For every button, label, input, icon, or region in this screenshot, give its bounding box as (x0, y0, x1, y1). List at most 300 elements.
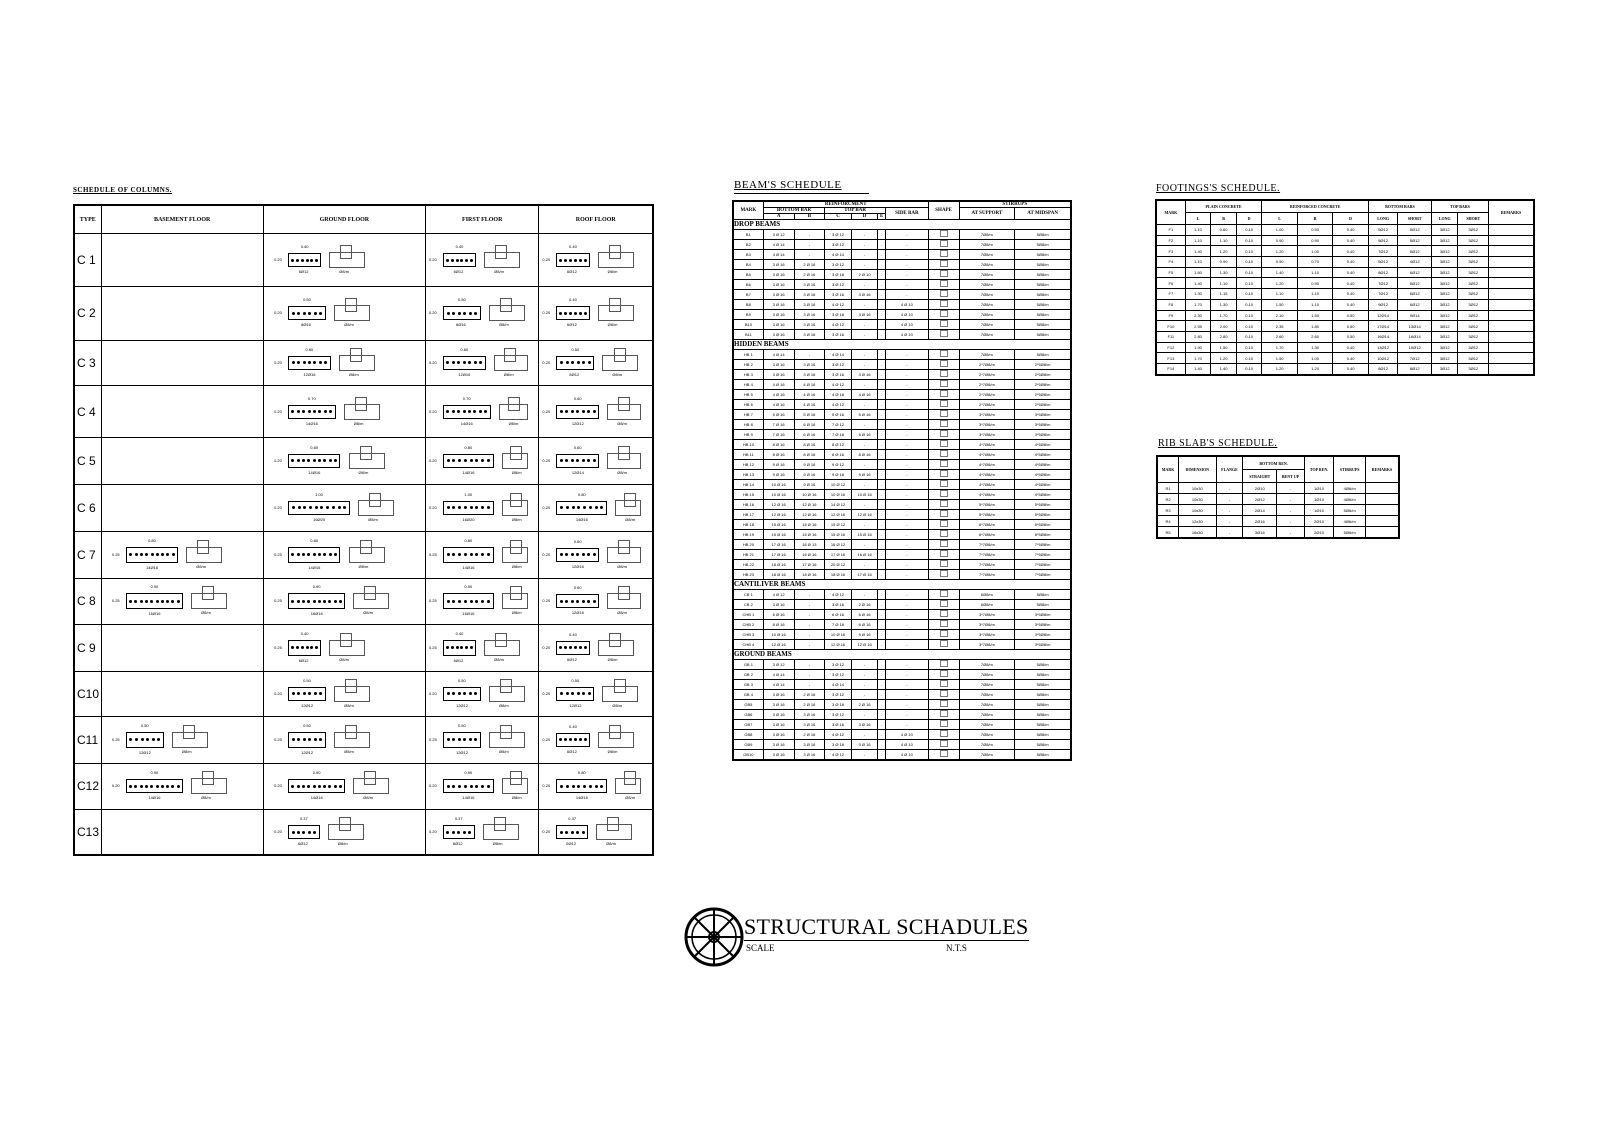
beam-value: 16 Ø 13 (794, 540, 825, 550)
footing-value: 1.70 (1211, 310, 1237, 321)
footing-row (1156, 363, 1534, 374)
rebar-dot (452, 312, 455, 315)
stirrup-spacing-label: Ø8/m (617, 563, 627, 569)
rebar-dot (319, 361, 322, 364)
rebar-dot (150, 785, 153, 788)
beam-value: 3 Ø 16 (825, 720, 852, 730)
column-section (102, 767, 263, 806)
rebar-dot (447, 785, 450, 788)
footing-value: 3Ø12 (1458, 353, 1489, 364)
section-width-label: 0.60 (573, 444, 582, 450)
stirrup-elevation-hook (609, 725, 621, 739)
stirrup-elevation-hook (350, 348, 362, 362)
stirrup-spacing-label: Ø8/m (606, 841, 616, 846)
beam-mark: GB7 (733, 720, 763, 730)
rebar-dot (457, 361, 460, 364)
beam-value: - (885, 350, 928, 360)
beam-value: 7Ø8/m (959, 290, 1015, 300)
rebar-dot (587, 600, 590, 603)
stirrup-elevation (344, 404, 380, 420)
beam-stirrup-shape-icon (940, 330, 948, 337)
stirrup-elevation (494, 355, 528, 371)
column-section (426, 813, 538, 851)
section-depth-label: 0.25 (274, 736, 282, 742)
section-bars-label: 6Ø12 (567, 322, 577, 328)
footing-value: 1.10 (1185, 225, 1211, 236)
beam-value: - (885, 230, 928, 240)
beam-value: - (885, 280, 928, 290)
beam-value: 12 Ø 16 (794, 500, 825, 510)
footing-value: 4Ø12 (1398, 257, 1432, 268)
beam-value: 7Ø8/m (959, 670, 1015, 680)
section-bars-label: 12Ø12 (301, 702, 314, 708)
section-bars-label: 8Ø16 (455, 322, 466, 328)
rebar-dot (564, 738, 567, 741)
section-bars-label: 14Ø16 (308, 469, 321, 475)
section-depth-label: 0.20 (542, 783, 551, 789)
rib-value: - (1216, 494, 1243, 505)
section-depth-label: 0.25 (428, 598, 437, 604)
beam-value: 16 Ø 16 (794, 550, 825, 560)
beam-mark: CHB 3 (733, 630, 763, 640)
beam-row (733, 360, 1071, 370)
beam-mark-header: MARK (733, 201, 763, 220)
beam-value: 9 Ø 16 (794, 470, 825, 480)
stirrup-elevation-hook (510, 493, 522, 507)
footing-value: 1.20 (1262, 246, 1297, 257)
rebar-dot (577, 692, 580, 695)
rebar-dot (565, 410, 568, 413)
footing-value: 8Ø12 (1398, 363, 1432, 374)
footing-value: 1.00 (1297, 353, 1332, 364)
footing-value: 1.20 (1297, 363, 1332, 374)
rebar-dot (560, 361, 563, 364)
section-depth-label: 0.20 (542, 551, 551, 557)
rebar-dot (588, 692, 591, 695)
footing-value: 7Ø12 (1368, 289, 1397, 300)
rebar-dot (156, 553, 159, 556)
column-cell (539, 578, 653, 624)
beam-value: - (878, 450, 886, 460)
stirrup-elevation (602, 686, 638, 702)
rebar-dot (452, 785, 455, 788)
beam-value: 7 Ø 16 (825, 620, 852, 630)
stirrup-spacing-label: Ø8/m (358, 563, 369, 569)
rib-value: - (1216, 516, 1243, 527)
rebar-dot (314, 312, 317, 315)
beam-value: - (885, 550, 928, 560)
beam-value: 3 Ø 16 (825, 310, 852, 320)
beam-value: - (878, 290, 886, 300)
section-bars-label: 6Ø12 (453, 657, 464, 663)
footing-value: 1.60 (1185, 267, 1211, 278)
beam-value: 4 Ø 12 (825, 590, 852, 600)
beam-value: 8 Ø 16 (825, 450, 852, 460)
rebar-dot (487, 785, 490, 788)
column-section (426, 291, 538, 336)
beam-mark: B7 (733, 290, 763, 300)
rebar-dot (457, 831, 460, 834)
column-cell (101, 385, 263, 437)
rib-value: 4Ø6/m (1334, 516, 1366, 527)
beam-shape-cell (928, 500, 959, 510)
beam-value: - (851, 330, 878, 340)
column-section-rect (443, 640, 476, 656)
beam-value: 4 Ø 14 (763, 680, 794, 690)
beam-value: 10 Ø 16 (851, 490, 878, 500)
beam-value: - (794, 600, 825, 610)
beam-value: 7*7Ø8/m (959, 570, 1015, 580)
beam-value: - (878, 490, 886, 500)
footing-value: 1.30 (1297, 342, 1332, 353)
rebar-dot (566, 506, 569, 509)
beam-value: 3 Ø 16 (763, 360, 794, 370)
section-depth-label: 0.20 (274, 310, 282, 316)
rib-value: - (1277, 494, 1305, 505)
beam-value: 8 Ø 16 (763, 450, 794, 460)
stirrup-elevation (484, 640, 520, 656)
beam-value: - (794, 660, 825, 670)
beam-value: 3 Ø 12 (825, 670, 852, 680)
beam-row (733, 660, 1071, 670)
column-section-rect (288, 306, 326, 320)
stirrup-elevation-hook (618, 397, 630, 411)
stirrup-elevation-hook (609, 245, 621, 259)
beam-value: 3 Ø 16 (851, 370, 878, 380)
beam-row (733, 500, 1071, 510)
beam-row (733, 260, 1071, 270)
stirrup-elevation-hook (624, 493, 636, 507)
column-section-rect (443, 405, 491, 419)
footing-value: 0.40 (1333, 363, 1368, 374)
footing-value: 3Ø12 (1432, 363, 1458, 374)
rebar-dot (560, 692, 563, 695)
section-bars-label: 12Ø12 (455, 749, 468, 755)
beam-shape-cell (928, 400, 959, 410)
stirrup-spacing-label: Ø8/m (625, 795, 636, 801)
stirrup-elevation (607, 593, 641, 609)
beam-value: - (878, 270, 886, 280)
beam-row (733, 400, 1071, 410)
beam-shape-cell (928, 690, 959, 700)
footing-value: 0.90 (1262, 257, 1297, 268)
rebar-dot (313, 553, 316, 556)
beam-mark: CHB 1 (733, 610, 763, 620)
beam-stirrup-shape-icon (940, 370, 948, 377)
beam-value: 9 Ø 16 (763, 470, 794, 480)
beam-stirrup-shape-icon (940, 380, 948, 387)
column-cell (101, 234, 263, 287)
rib-row (1157, 527, 1399, 539)
beam-value: 5Ø8/m (1015, 270, 1071, 280)
rebar-dot (560, 553, 563, 556)
beam-value: 3 Ø 16 (763, 730, 794, 740)
beam-mark: GB6 (733, 710, 763, 720)
rebar-dot (292, 361, 295, 364)
footing-value: 0.40 (1333, 278, 1368, 289)
section-bars-label: 16Ø16 (148, 611, 161, 617)
beam-stirrup-shape-icon (940, 570, 948, 577)
stirrup-elevation (598, 305, 634, 321)
rebar-dot (479, 361, 482, 364)
column-row (74, 763, 653, 809)
beam-value: - (851, 750, 878, 761)
beam-mark: GB 1 (733, 660, 763, 670)
column-section (539, 535, 652, 574)
beam-shape-cell (928, 740, 959, 750)
footing-value: 0.90 (1262, 235, 1297, 246)
beam-shape-cell (928, 510, 959, 520)
footing-value: 1.40 (1185, 278, 1211, 289)
rebar-dot (447, 692, 450, 695)
footing-value: 0.90 (1297, 278, 1332, 289)
beam-value: 5Ø8/m (1015, 740, 1071, 750)
beam-value: 17 Ø 16 (851, 570, 878, 580)
beam-value: 4 Ø 16 (763, 380, 794, 390)
beam-mark: HB 11 (733, 450, 763, 460)
stirrup-elevation-hook (202, 586, 214, 600)
beam-row (733, 420, 1071, 430)
beam-stirrup-shape-icon (940, 360, 948, 367)
beam-value: - (885, 360, 928, 370)
rebar-dot (579, 259, 582, 262)
beam-value: - (794, 250, 825, 260)
rebar-dot (291, 259, 294, 262)
beam-value: - (878, 750, 886, 761)
footing-row (1156, 342, 1534, 353)
section-bars-label: 6Ø12 (298, 269, 309, 275)
beam-shape-cell (928, 290, 959, 300)
beam-value: 5Ø8/m (1015, 590, 1071, 600)
beam-row (733, 310, 1071, 320)
beam-mark: HB 22 (733, 560, 763, 570)
rebar-dot (315, 259, 318, 262)
beam-row (733, 750, 1071, 761)
footing-mark: F12 (1156, 342, 1185, 353)
column-cell (426, 717, 539, 763)
rebar-dot (582, 692, 585, 695)
column-section (539, 488, 652, 528)
rebar-dot (574, 312, 577, 315)
section-width-label: 0.50 (571, 346, 580, 352)
beam-shape-cell (928, 330, 959, 340)
beam-value: - (851, 280, 878, 290)
column-section (426, 441, 538, 480)
footing-value: 0.60 (1211, 225, 1237, 236)
stirrup-elevation (349, 453, 385, 469)
stirrup-elevation-hook (614, 348, 626, 362)
rebar-dot (469, 312, 472, 315)
rebar-dot (595, 785, 598, 788)
beam-value: 7*5Ø8/m (1015, 560, 1071, 570)
beam-value: 17 Ø 16 (825, 550, 852, 560)
beam-row (733, 600, 1071, 610)
beam-value: 2*5Ø8/m (1015, 370, 1071, 380)
rebar-dot (572, 785, 575, 788)
column-header: GROUND FLOOR (263, 205, 425, 234)
beam-shape-cell (928, 710, 959, 720)
beam-mark: HB 14 (733, 480, 763, 490)
beam-value: 4 Ø 14 (763, 670, 794, 680)
column-cell (263, 340, 425, 385)
beam-row (733, 620, 1071, 630)
beam-shape-cell (928, 570, 959, 580)
footing-value: 7Ø12 (1368, 246, 1397, 257)
stirrup-elevation-hook (618, 586, 630, 600)
stirrup-elevation (502, 593, 528, 609)
stirrup-elevation (484, 252, 520, 268)
beam-mark: HB 13 (733, 470, 763, 480)
column-cell (101, 484, 263, 532)
column-section (264, 291, 425, 336)
beam-value: 2 Ø 16 (794, 690, 825, 700)
section-depth-label: 0.20 (274, 359, 282, 365)
beam-value: - (885, 630, 928, 640)
section-depth-label: 0.25 (428, 551, 437, 557)
beam-row (733, 390, 1071, 400)
beam-row (733, 370, 1071, 380)
rebar-dot (571, 600, 574, 603)
section-width-label: 0.40 (569, 631, 577, 637)
beam-value: 6Ø8/m (959, 590, 1015, 600)
beam-value: 3 Ø 16 (763, 700, 794, 710)
beam-value: 5Ø8/m (1015, 250, 1071, 260)
section-depth-label: 0.20 (111, 783, 120, 789)
beam-value: 18 Ø 16 (794, 570, 825, 580)
section-width-label: 0.40 (569, 297, 577, 303)
section-width-label: 0.60 (460, 346, 469, 352)
beam-value: - (885, 490, 928, 500)
stirrup-elevation (502, 453, 528, 469)
beam-value: 2*7Ø8/m (959, 370, 1015, 380)
footing-value: 0.10 (1236, 321, 1262, 332)
column-cell (263, 763, 425, 809)
column-type: C 1 (74, 234, 101, 287)
footing-value: 0.40 (1333, 353, 1368, 364)
section-width-label: 0.50 (457, 722, 466, 728)
rebar-dot (470, 785, 473, 788)
beam-shape-cell (928, 310, 959, 320)
column-section (539, 720, 652, 759)
beam-row (733, 510, 1071, 520)
stirrup-elevation-hook (360, 446, 372, 460)
beam-value: 3 Ø 12 (825, 690, 852, 700)
column-type: C11 (74, 717, 101, 763)
rebar-dot (487, 506, 490, 509)
beam-shape-cell (928, 560, 959, 570)
rib-value: 10x30 (1179, 505, 1216, 516)
footing-value: 0.40 (1333, 299, 1368, 310)
beam-value: - (878, 350, 886, 360)
beam-row (733, 470, 1071, 480)
rebar-dot (303, 506, 306, 509)
footing-value: 0.50 (1333, 331, 1368, 342)
beam-mark: B4 (733, 260, 763, 270)
rebar-dot (583, 506, 586, 509)
beam-value: 3 Ø 16 (763, 720, 794, 730)
column-section-rect (126, 732, 164, 748)
section-depth-label: 0.20 (542, 457, 551, 463)
stirrup-spacing-label: Ø8/m (617, 469, 627, 475)
stirrup-elevation (191, 593, 227, 609)
rebar-dot (564, 259, 567, 262)
rebar-dot (560, 410, 563, 413)
rebar-dot (452, 692, 455, 695)
rebar-dot (560, 459, 563, 462)
footing-value: 0.40 (1333, 342, 1368, 353)
section-bars-label: 12Ø12 (138, 749, 151, 755)
rebar-dot (447, 506, 450, 509)
footing-value: 3Ø12 (1432, 289, 1458, 300)
beam-shape-cell (928, 720, 959, 730)
rebar-dot (576, 459, 579, 462)
beam-value: - (885, 530, 928, 540)
beam-value: 3 Ø 16 (794, 740, 825, 750)
stirrup-elevation (602, 355, 638, 371)
footing-value: 1.40 (1211, 363, 1237, 374)
beam-shape-cell (928, 320, 959, 330)
section-width-label: 0.90 (150, 770, 159, 776)
column-row (74, 484, 653, 532)
footing-value: 3Ø12 (1432, 342, 1458, 353)
rebar-dot (469, 738, 472, 741)
beam-side-bar-header: SIDE BAR (885, 208, 928, 220)
column-section-rect (443, 356, 486, 370)
rebar-dot (171, 600, 174, 603)
footing-value: 0.40 (1333, 246, 1368, 257)
section-bars-label: 6Ø12 (452, 841, 463, 846)
footing-mark: F4 (1156, 257, 1185, 268)
beam-value: 3 Ø 16 (825, 330, 852, 340)
beam-shape-cell (928, 440, 959, 450)
column-type: C12 (74, 763, 101, 809)
columns-title: SCHEDULE OF COLUMNS. (73, 186, 173, 194)
beam-d-header: D (851, 214, 878, 220)
beam-value: 5 Ø 16 (851, 410, 878, 420)
beam-mark: B9 (733, 310, 763, 320)
stirrup-elevation (607, 547, 641, 563)
rebar-dot (474, 361, 477, 364)
beam-value: 5 Ø 16 (794, 410, 825, 420)
beam-value: - (885, 440, 928, 450)
rebar-dot (446, 646, 449, 649)
footing-value: 0.10 (1236, 342, 1262, 353)
beam-value: - (878, 720, 886, 730)
rebar-dot (582, 600, 585, 603)
beam-value: 5Ø8/m (1015, 290, 1071, 300)
beam-value: 2 Ø 16 (794, 260, 825, 270)
beam-value: 5*5Ø8/m (1015, 510, 1071, 520)
beam-value: 5Ø8/m (1015, 690, 1071, 700)
column-row (74, 438, 653, 484)
beam-value: 9 Ø 16 (851, 630, 878, 640)
rebar-dot (319, 738, 322, 741)
section-width-label: 0.70 (307, 395, 316, 401)
beam-value: 4 Ø 16 (794, 390, 825, 400)
column-section (264, 720, 425, 759)
rib-mark: R1 (1157, 483, 1179, 494)
beam-row (733, 590, 1071, 600)
rebar-dot (318, 600, 321, 603)
rib-flange-header: FLANGE (1216, 456, 1243, 483)
column-section (264, 813, 425, 851)
rebar-dot (451, 646, 454, 649)
beam-value: 4 Ø 10 (885, 310, 928, 320)
rebar-dot (314, 692, 317, 695)
beam-value: 7*5Ø8/m (1015, 540, 1071, 550)
beam-value: - (878, 280, 886, 290)
rebar-dot (296, 646, 299, 649)
